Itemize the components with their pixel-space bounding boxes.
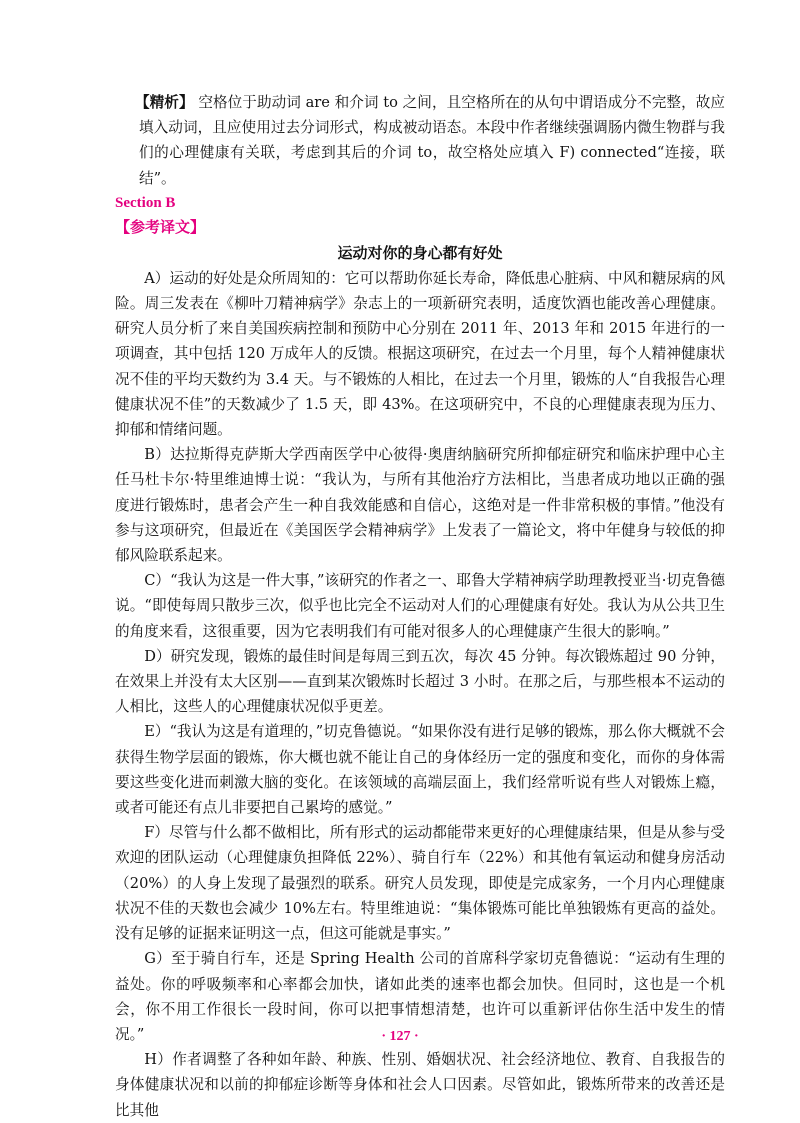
paragraph-e: E）“我认为这是有道理的，”切克鲁德说。“如果你没有进行足够的锻炼，那么你大概就不会获得生物学层面的锻炼，你大概也就不能让自己的身体经历一定的强度和变化，而你的身体需要这些变化进而刺激大脑的变化。在该领域的高端层面上，我们经常听说有些人对锻炼上瘾，或者可能还有点儿非要把自己累垮的感觉。” — [115, 723, 725, 817]
page-content — [115, 90, 725, 1123]
paragraph-f: F）尽管与什么都不做相比，所有形式的运动都能带来更好的心理健康结果，但是从参与受欢迎的团队运动（心理健康负担降低 22%）、骑自行车（22%）和其他有氧运动和健身房活动（20%）的人身上发现了最强烈的联系。研究人员发现，即使是完成家务，一个月内心理健康状况不佳的天数也会减少 10%左右。特里维迪说：“集体锻炼可能比单独锻炼有更高的益处。没有足够的证据来证明这一点，但这可能就是事实。” — [115, 824, 725, 943]
paragraph-g: G）至于骑自行车，还是 Spring Health 公司的首席科学家切克鲁德说：“运动有生理的益处。你的呼吸频率和心率都会加快，诸如此类的速率也都会加快。但同时，这也是一个机会，你不用工作很长一段时间，你可以把事情想清楚，也许可以重新评估你生活中发生的情况。” — [115, 950, 725, 1043]
page-number: · 127 · — [381, 1029, 419, 1044]
section-label: Section B — [115, 194, 176, 211]
paragraph-d: D）研究发现，锻炼的最佳时间是每周三到五次，每次 45 分钟。每次锻炼超过 90 分钟，在效果上并没有太大区别——直到某次锻炼时长超过 3 小时。在那之后，与那些根本不运动的人相比，这些人的心理健康状况似乎更差。 — [115, 647, 725, 716]
analysis-text: 空格位于助动词 are 和介词 to 之间，且空格所在的从句中谓语成分不完整，故应填入动词，且应使用过去分词形式，构成被动语态。本段中作者继续强调肠内微生物群与我们的心理健康有关联，考虑到其后的介词 to，故空格处应填入 F) connected“连接，联结”。 — [139, 94, 725, 187]
paragraph-b: B）达拉斯得克萨斯大学西南医学中心彼得·奥唐纳脑研究所抑郁症研究和临床护理中心主任马杜卡尔·特里维迪博士说：“我认为，与所有其他治疗方法相比，当患者成功地以正确的强度进行锻炼时，患者会产生一种自我效能感和自信心，这绝对是一件非常积极的事情。”他没有参与这项研究，但最近在《美国医学会精神病学》上发表了一篇论文，将中年健身与较低的抑郁风险联系起来。 — [115, 446, 725, 565]
analysis-block — [115, 90, 725, 191]
translation-tag: 【参考译文】 — [115, 217, 206, 236]
analysis-tag: 【精析】 — [135, 94, 194, 111]
article-title: 运动对你的身心都有好处 — [337, 243, 503, 262]
paragraph-c: C）“我认为这是一件大事，”该研究的作者之一、耶鲁大学精神病学助理教授亚当·切克鲁德说。“即使每周只散步三次，似乎也比完全不运动对人们的心理健康有好处。我认为从公共卫生的角度来看，这很重要，因为它表明我们有可能对很多人的心理健康产生很大的影响。” — [115, 572, 725, 640]
paragraph-a: A）运动的好处是众所周知的：它可以帮助你延长寿命，降低患心脏病、中风和糖尿病的风险。周三发表在《柳叶刀精神病学》杂志上的一项新研究表明，适度饮酒也能改善心理健康。研究人员分析了来自美国疾病控制和预防中心分别在 2011 年、2013 年和 2015 年进行的一项调查，其中包括 120 万成年人的反馈。根据这项研究，在过去一个月里，每个人精神健康状况不佳的平均天数约为 3.4 天。与不锻炼的人相比，在过去一个月里，锻炼的人“自我报告心理健康状况不佳”的天数减少了 1.5 天，即 43%。在这项研究中，不良的心理健康表现为压力、抑郁和情绪问题。 — [115, 269, 725, 439]
paragraph-h: H）作者调整了各种如年龄、种族、性别、婚姻状况、社会经济地位、教育、自我报告的身体健康状况和以前的抑郁症诊断等身体和社会人口因素。尽管如此，锻炼所带来的改善还是比其他 — [115, 1051, 725, 1119]
